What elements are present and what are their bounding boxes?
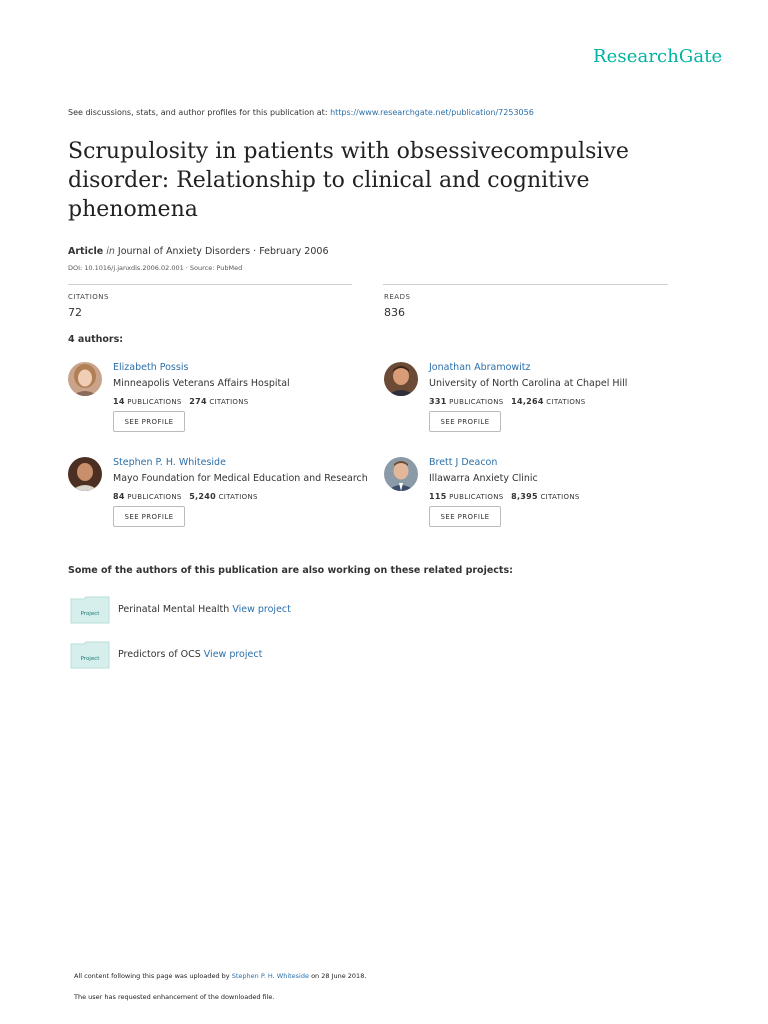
reads-label: READS bbox=[384, 293, 411, 301]
upload-note bbox=[74, 972, 366, 980]
citations-label: CITATIONS bbox=[68, 293, 109, 301]
author-stats bbox=[113, 397, 249, 406]
author-name[interactable]: Jonathan Abramowitz bbox=[429, 362, 531, 373]
view-project-link[interactable]: View project bbox=[232, 604, 291, 615]
author-card bbox=[384, 457, 684, 537]
citations-value: 72 bbox=[68, 306, 82, 319]
author-institution: Minneapolis Veterans Affairs Hospital bbox=[113, 378, 290, 389]
see-profile-button[interactable]: SEE PROFILE bbox=[113, 506, 185, 527]
paper-title: Scrupulosity in patients with obsessivecompulsive disorder: Relationship to clinical and cognitive phenomena bbox=[68, 139, 629, 222]
author-name[interactable]: Brett J Deacon bbox=[429, 457, 498, 468]
author-institution: University of North Carolina at Chapel Hill bbox=[429, 378, 628, 389]
project-folder-icon bbox=[70, 641, 110, 669]
project-name: Predictors of OCS bbox=[118, 649, 201, 660]
publications-label: PUBLICATIONS bbox=[449, 398, 504, 406]
reads-divider bbox=[383, 284, 668, 285]
article-meta bbox=[68, 246, 329, 257]
project-text bbox=[118, 604, 291, 615]
publications-label: PUBLICATIONS bbox=[127, 398, 182, 406]
author-stats bbox=[429, 397, 585, 406]
uploader-link[interactable]: Stephen P. H. Whiteside bbox=[231, 972, 309, 980]
upload-prefix: All content following this page was uploaded by bbox=[74, 972, 232, 980]
avatar[interactable] bbox=[68, 457, 102, 491]
discussion-line bbox=[68, 108, 534, 117]
avatar[interactable] bbox=[384, 457, 418, 491]
citations-count: 14,264 bbox=[511, 397, 544, 406]
avatar[interactable] bbox=[68, 362, 102, 396]
project-folder-icon bbox=[70, 596, 110, 624]
citations-count: 5,240 bbox=[189, 492, 217, 501]
upload-suffix: on 28 June 2018. bbox=[309, 972, 367, 980]
citations-label: CITATIONS bbox=[540, 493, 580, 501]
publications-count: 115 bbox=[429, 492, 447, 501]
author-name[interactable]: Stephen P. H. Whiteside bbox=[113, 457, 226, 468]
publications-count: 84 bbox=[113, 492, 125, 501]
related-projects-heading: Some of the authors of this publication are also working on these related projects: bbox=[68, 565, 513, 576]
citations-count: 8,395 bbox=[511, 492, 538, 501]
author-stats bbox=[429, 492, 580, 501]
author-name[interactable]: Elizabeth Possis bbox=[113, 362, 189, 373]
author-stats bbox=[113, 492, 258, 501]
reads-value: 836 bbox=[384, 306, 405, 319]
publication-link[interactable]: https://www.researchgate.net/publication/7253056 bbox=[330, 108, 534, 117]
publications-count: 14 bbox=[113, 397, 125, 406]
publications-label: PUBLICATIONS bbox=[127, 493, 182, 501]
publications-label: PUBLICATIONS bbox=[449, 493, 504, 501]
doi-source: DOI: 10.1016/j.janxdis.2006.02.001 · Source: PubMed bbox=[68, 264, 243, 272]
citations-divider bbox=[68, 284, 352, 285]
in-label: in bbox=[106, 246, 115, 257]
citations-count: 274 bbox=[189, 397, 207, 406]
project-item bbox=[70, 596, 470, 626]
project-item bbox=[70, 641, 470, 671]
project-text bbox=[118, 649, 262, 660]
article-type: Article bbox=[68, 246, 104, 257]
publications-count: 331 bbox=[429, 397, 447, 406]
see-profile-button[interactable]: SEE PROFILE bbox=[429, 506, 501, 527]
avatar[interactable] bbox=[384, 362, 418, 396]
author-card bbox=[68, 362, 368, 442]
see-profile-button[interactable]: SEE PROFILE bbox=[429, 411, 501, 432]
researchgate-logo[interactable]: ResearchGate bbox=[593, 46, 723, 67]
citations-label: CITATIONS bbox=[209, 398, 249, 406]
project-name: Perinatal Mental Health bbox=[118, 604, 230, 615]
project-icon-label: Project bbox=[80, 656, 100, 662]
author-institution: Illawarra Anxiety Clinic bbox=[429, 473, 538, 484]
author-card bbox=[68, 457, 368, 537]
enhancement-note: The user has requested enhancement of the downloaded file. bbox=[74, 993, 275, 1001]
see-profile-button[interactable]: SEE PROFILE bbox=[113, 411, 185, 432]
citations-label: CITATIONS bbox=[546, 398, 586, 406]
authors-heading: 4 authors: bbox=[68, 334, 124, 345]
discussion-text: See discussions, stats, and author profiles for this publication at: bbox=[68, 108, 331, 117]
view-project-link[interactable]: View project bbox=[203, 649, 263, 660]
project-icon-label: Project bbox=[80, 611, 100, 617]
citations-label: CITATIONS bbox=[218, 493, 258, 501]
journal-date: Journal of Anxiety Disorders · February 2006 bbox=[117, 246, 329, 257]
author-institution: Mayo Foundation for Medical Education and Research bbox=[113, 473, 368, 484]
author-card bbox=[384, 362, 684, 442]
